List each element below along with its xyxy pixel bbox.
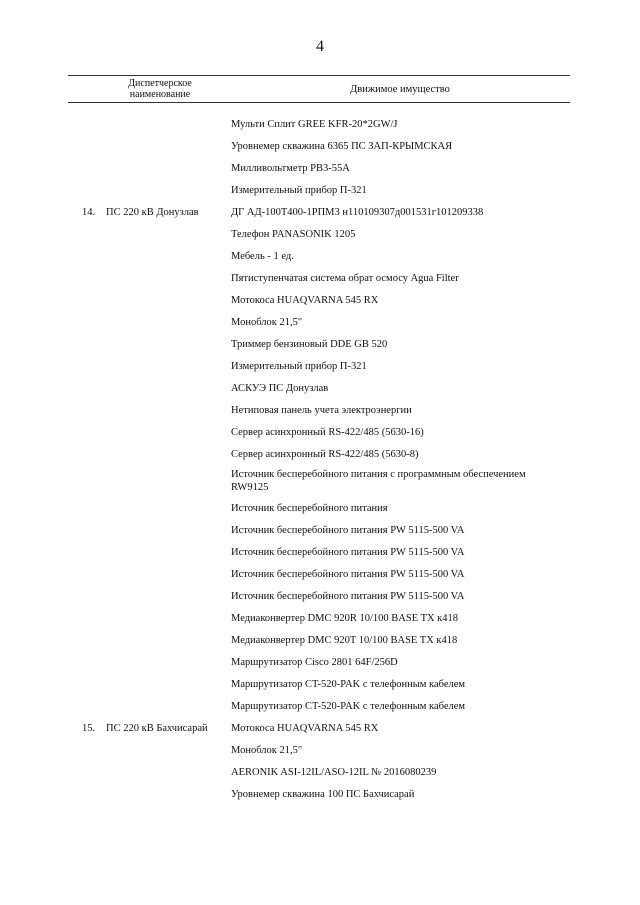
property-item-cell	[231, 468, 566, 494]
property-item-cell	[231, 502, 566, 515]
dispatch-name-cell: ПС 220 кВ Бахчисарай	[106, 723, 208, 734]
property-item-text: AERONIK ASI-12IL/ASO-12IL № 2016080239	[231, 767, 437, 778]
property-item-text: Триммер бензиновый DDE GB 520	[231, 339, 388, 350]
property-item-text: Источник бесперебойного питания PW 5115-500 VA	[231, 591, 465, 602]
row-number: 15.	[82, 723, 96, 734]
property-item-text-continued: RW9125	[231, 482, 269, 493]
dispatch-name-cell: ПС 220 кВ Донузлав	[106, 207, 199, 218]
property-item-cell	[231, 294, 566, 307]
property-item-text: АСКУЭ ПС Донузлав	[231, 383, 329, 394]
property-item-cell	[231, 184, 566, 197]
property-item-text: Маршрутизатор CT-520-PAK с телефонным кабелем	[231, 701, 466, 712]
property-item-text: Моноблок 21,5"	[231, 745, 303, 756]
property-item-cell	[231, 634, 566, 647]
property-item-text: Милливольтметр РВ3-55А	[231, 163, 350, 174]
property-item-text: Источник бесперебойного питания PW 5115-500 VA	[231, 547, 465, 558]
property-item-text: Медиаконвертер DMC 920T 10/100 BASE TX к418	[231, 635, 458, 646]
property-item-text: Источник бесперебойного питания PW 5115-500 VA	[231, 525, 465, 536]
property-item-cell	[231, 590, 566, 603]
property-item-cell	[231, 360, 566, 373]
property-item-text: Нетиповая панель учета электроэнергии	[231, 405, 412, 416]
property-item-text: Уровнемер скважина 6365 ПС ЗАП-КРЫМСКАЯ	[231, 141, 453, 152]
property-item-cell	[231, 766, 566, 779]
property-item-cell	[231, 404, 566, 417]
property-item-text: Источник бесперебойного питания PW 5115-500 VA	[231, 569, 465, 580]
header-dispatch-name	[100, 78, 220, 100]
property-item-cell	[231, 744, 566, 757]
property-item-cell	[231, 656, 566, 669]
property-item-text: Телефон PANASONIK 1205	[231, 229, 356, 240]
table-top-rule	[68, 75, 570, 76]
header-dispatch-line2: наименование	[129, 89, 191, 100]
property-item-cell	[231, 382, 566, 395]
property-item-cell	[231, 722, 566, 735]
page-number: 4	[316, 38, 324, 55]
property-item-text: Источник бесперебойного питания	[231, 503, 388, 514]
property-item-cell	[231, 788, 566, 801]
property-item-cell	[231, 228, 566, 241]
property-item-cell	[231, 272, 566, 285]
property-item-cell	[231, 524, 566, 537]
property-item-text: Маршрутизатор Cisco 2801 64F/256D	[231, 657, 398, 668]
property-item-cell	[231, 162, 566, 175]
property-item-cell	[231, 140, 566, 153]
property-item-cell	[231, 426, 566, 439]
property-item-cell	[231, 612, 566, 625]
property-item-text: ДГ АД-100Т400-1РПМ3 н110109307д001531г101209338	[231, 207, 484, 218]
property-item-text: Мебель - 1 ед.	[231, 251, 294, 262]
property-item-cell	[231, 206, 566, 219]
header-dispatch-line1: Диспетчерское	[128, 78, 192, 89]
property-item-text: Источник бесперебойного питания с программным обеспечением	[231, 469, 526, 480]
header-bottom-rule	[68, 102, 570, 103]
property-item-cell	[231, 316, 566, 329]
property-item-text: Уровнемер скважина 100 ПС Бахчисарай	[231, 789, 415, 800]
property-item-text: Пятиступенчатая система обрат осмосу Agua Filter	[231, 273, 459, 284]
property-item-cell	[231, 546, 566, 559]
property-item-cell	[231, 700, 566, 713]
property-item-text: Моноблок 21,5"	[231, 317, 303, 328]
property-item-text: Сервер асинхронный RS-422/485 (5630-16)	[231, 427, 424, 438]
property-item-cell	[231, 338, 566, 351]
row-number: 14.	[82, 207, 96, 218]
property-item-cell	[231, 118, 566, 131]
property-item-cell	[231, 448, 566, 461]
property-item-cell	[231, 678, 566, 691]
property-item-text: Мульти Сплит GREE KFR-20*2GW/J	[231, 119, 398, 130]
property-item-text: Мотокоса HUAQVARNA 545 RX	[231, 295, 379, 306]
header-movable-property: Движимое имущество	[350, 84, 450, 95]
property-item-cell	[231, 568, 566, 581]
property-item-text: Мотокоса HUAQVARNA 545 RX	[231, 723, 379, 734]
property-item-text: Медиаконвертер DMC 920R 10/100 BASE TX к418	[231, 613, 459, 624]
property-item-text: Измерительный прибор П-321	[231, 185, 367, 196]
property-item-text: Сервер асинхронный RS-422/485 (5630-8)	[231, 449, 419, 460]
property-item-cell	[231, 250, 566, 263]
property-item-text: Измерительный прибор П-321	[231, 361, 367, 372]
property-item-text: Маршрутизатор CT-520-PAK с телефонным кабелем	[231, 679, 466, 690]
